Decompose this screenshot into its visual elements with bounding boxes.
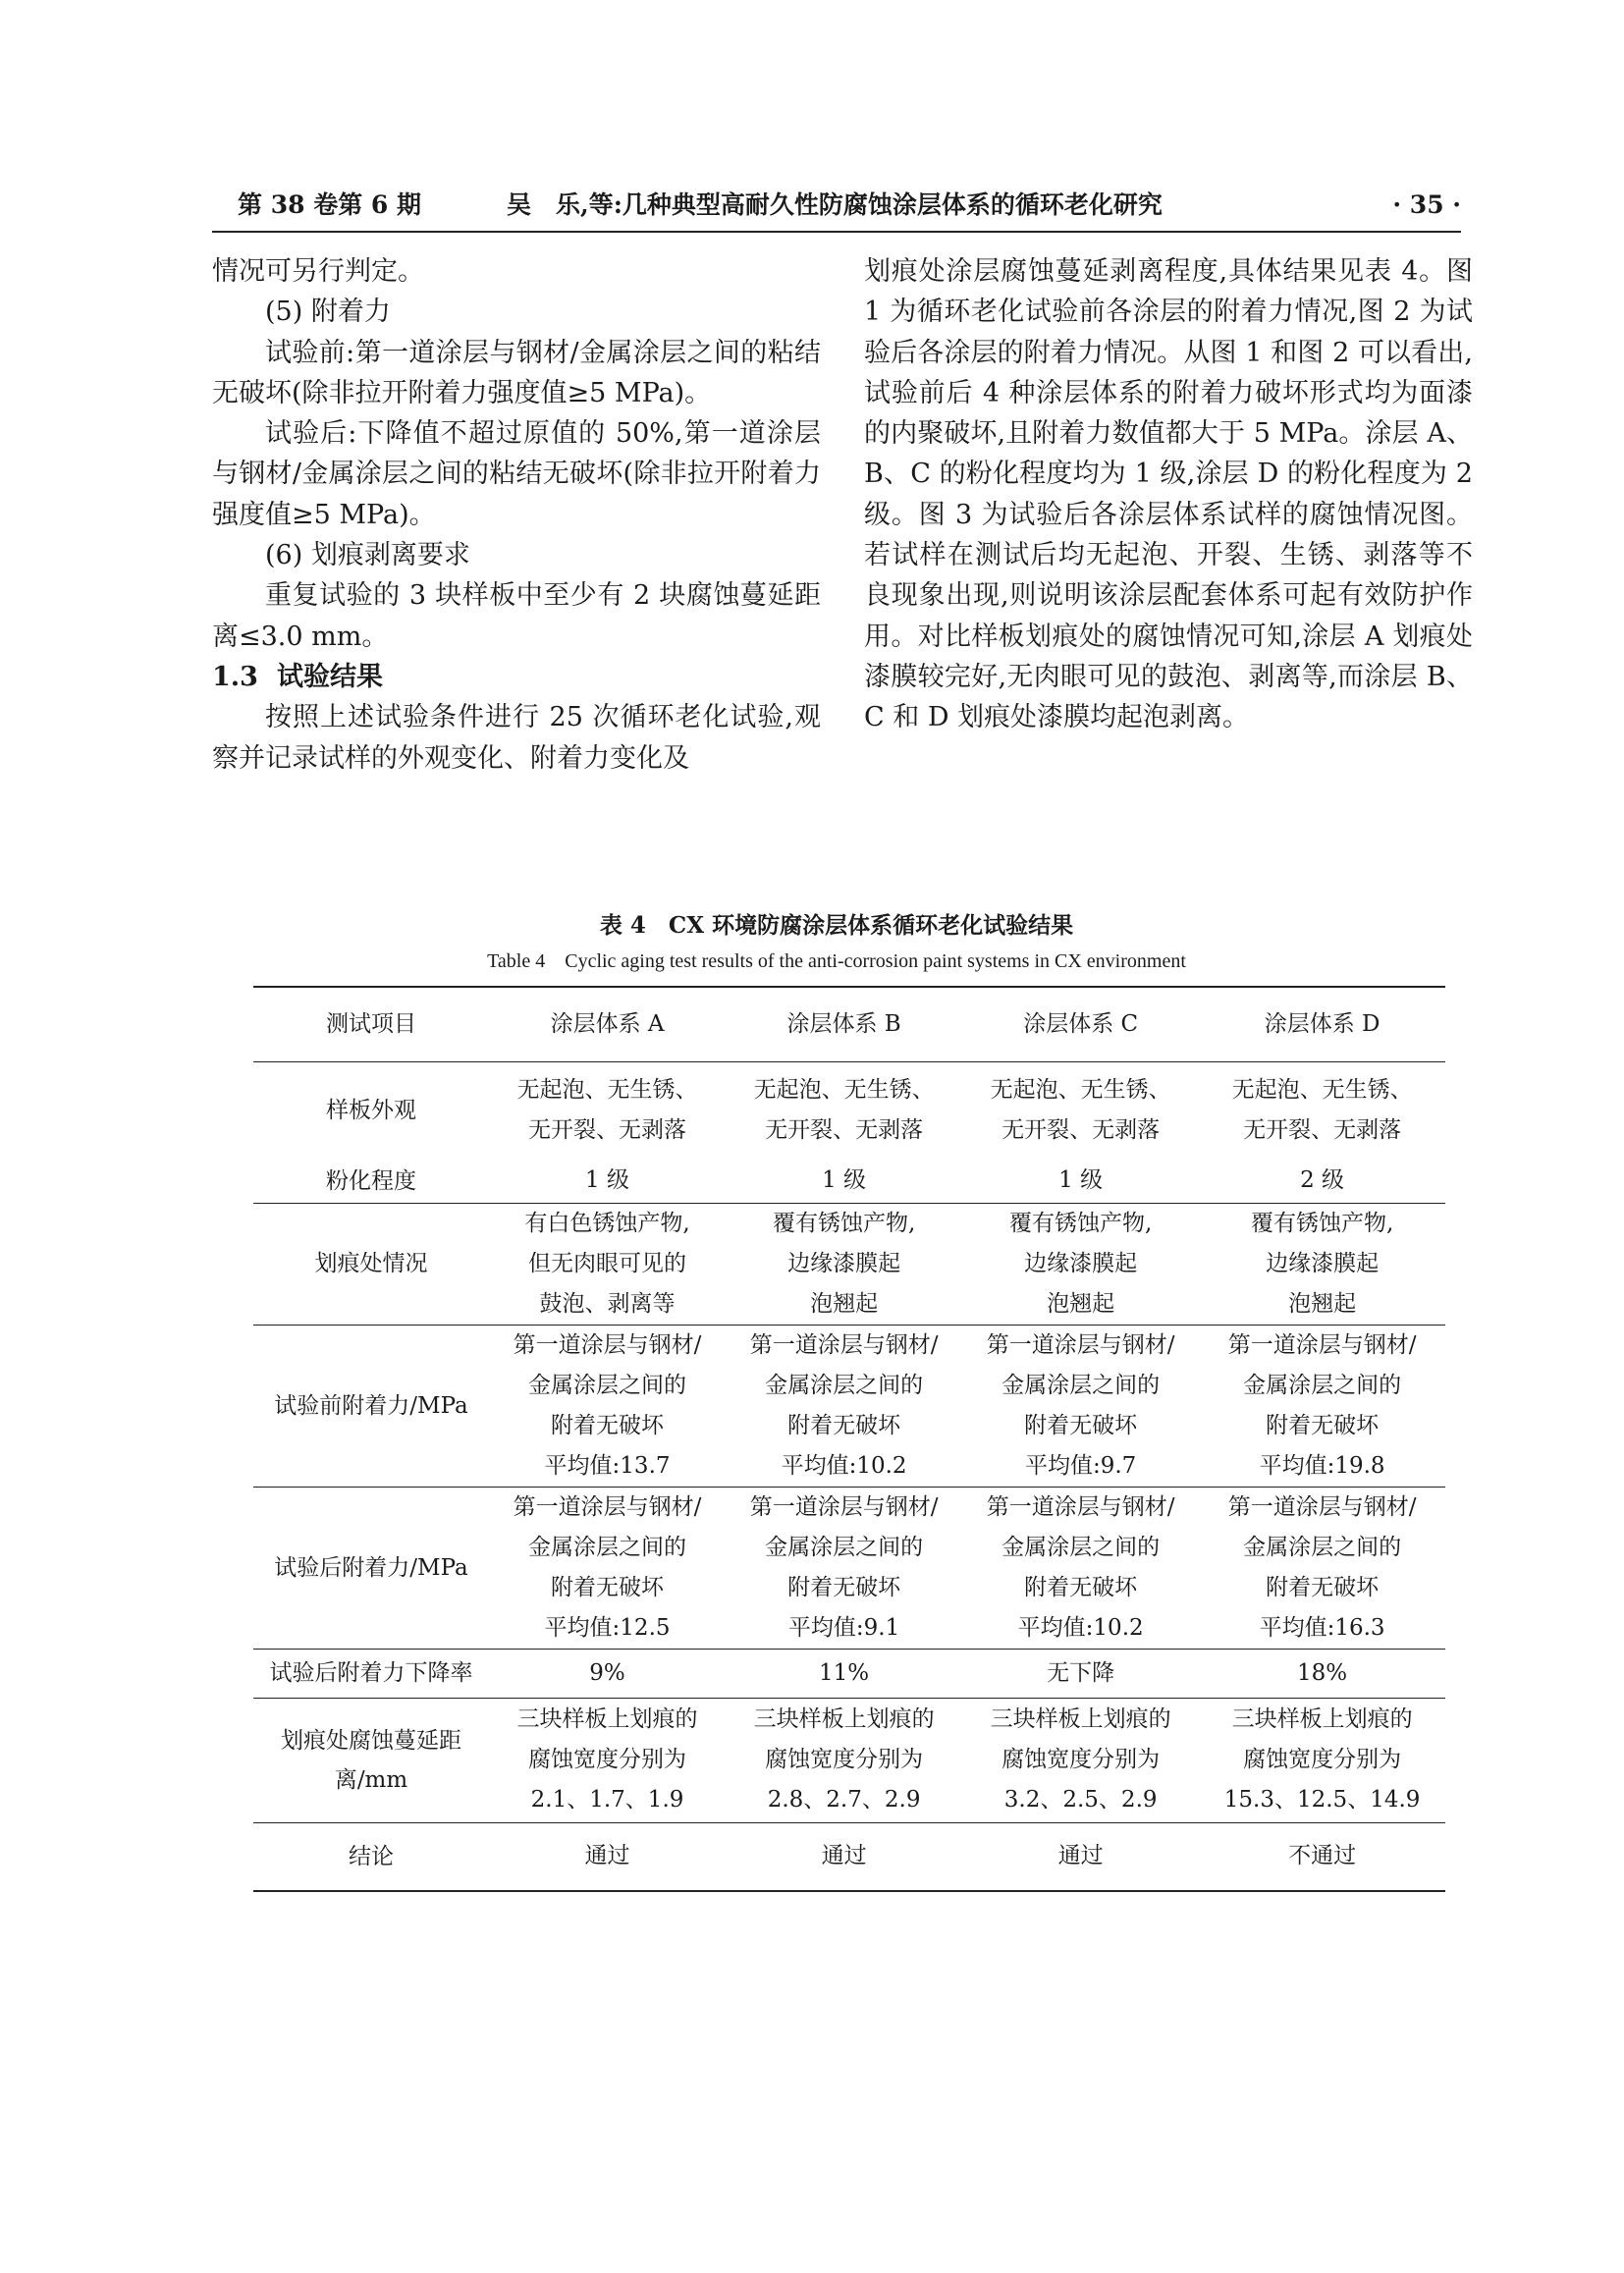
section-number: 1.3 bbox=[212, 661, 258, 692]
table-caption-cn: 表 4 CX 环境防腐涂层体系循环老化试验结果 bbox=[599, 912, 1074, 939]
cell-line: 附着无破坏 bbox=[1024, 1574, 1138, 1600]
cell-line: 金属涂层之间的 bbox=[765, 1372, 924, 1398]
cell-line: 泡翘起 bbox=[1288, 1290, 1357, 1317]
table-cell bbox=[962, 1160, 1199, 1203]
table-cell bbox=[489, 1325, 726, 1487]
results-table bbox=[253, 986, 1445, 1892]
table-cell bbox=[489, 1061, 726, 1160]
table-cell bbox=[489, 1649, 726, 1698]
cell-line: 腐蚀宽度分别为 bbox=[765, 1747, 924, 1772]
row-label: 试验前附着力/MPa bbox=[253, 1325, 489, 1487]
running-header bbox=[212, 190, 1461, 232]
cell-line: 金属涂层之间的 bbox=[1243, 1534, 1402, 1560]
cell-line: 第一道涂层与钢材/ bbox=[513, 1331, 702, 1358]
table-cell bbox=[962, 1822, 1199, 1891]
cell-line: 第一道涂层与钢材/ bbox=[1227, 1493, 1417, 1520]
cell-line: 第一道涂层与钢材/ bbox=[749, 1331, 939, 1358]
table-cell bbox=[1199, 1487, 1445, 1649]
cell-line: 附着无破坏 bbox=[1266, 1412, 1380, 1438]
table-cell bbox=[1199, 1698, 1445, 1822]
table-cell bbox=[726, 1160, 962, 1203]
cell-line: 平均值:9.7 bbox=[1024, 1452, 1137, 1479]
row-label: 结论 bbox=[253, 1822, 489, 1891]
cell-line: 无起泡、无生锈、 bbox=[516, 1077, 698, 1104]
cell-line: 三块样板上划痕的 bbox=[753, 1706, 935, 1732]
row-label: 试验后附着力下降率 bbox=[253, 1649, 489, 1698]
table-cell bbox=[726, 1325, 962, 1487]
journal-issue: 第 38 卷第 6 期 bbox=[238, 190, 421, 219]
cell-line: 无下降 bbox=[1047, 1659, 1115, 1686]
table-cell bbox=[962, 1061, 1199, 1160]
table-cell bbox=[962, 1698, 1199, 1822]
paragraph: 划痕处涂层腐蚀蔓延剥离程度,具体结果见表 4。图 1 为循环老化试验前各涂层的附着力情况,图 2 为试验后各涂层的附着力情况。从图 1 和图 2 可以看出,试验前后 4 种涂层体系的附着力破坏形式均为面漆的内聚破坏,且附着力数值都大于 5 MPa。涂层 A、B、C 的粉化程度均为 1 级,涂层 D 的粉化程度为 2 级。图 3 为试验后各涂层体系试样的腐蚀情况图。若试样在测试后均无起泡、开裂、生锈、剥落等不良现象出现,则说明该涂层配套体系可起有效防护作用。对比样板划痕处的腐蚀情况可知,涂层 A 划痕处漆膜较完好,无肉眼可见的鼓泡、剥离等,而涂层 B、C 和 D 划痕处漆膜均起泡剥离。 bbox=[864, 256, 1473, 733]
cell-line: 泡翘起 bbox=[810, 1290, 879, 1317]
table-cell bbox=[1199, 1203, 1445, 1325]
paragraph: 情况可另行判定。 bbox=[212, 256, 424, 287]
cell-line: 三块样板上划痕的 bbox=[1231, 1706, 1413, 1732]
cell-line: 2.8、2.7、2.9 bbox=[767, 1787, 921, 1813]
cell-line: 泡翘起 bbox=[1047, 1290, 1115, 1317]
table-cell bbox=[962, 1203, 1199, 1325]
table-cell bbox=[726, 1698, 962, 1822]
table-cell bbox=[489, 1822, 726, 1891]
table-cell bbox=[726, 1822, 962, 1891]
cell-line: 第一道涂层与钢材/ bbox=[986, 1331, 1175, 1358]
row-label: 划痕处腐蚀蔓延距离/mm bbox=[253, 1698, 489, 1822]
cell-line: 边缘漆膜起 bbox=[1024, 1250, 1138, 1276]
cell-line: 金属涂层之间的 bbox=[528, 1534, 687, 1560]
cell-line: 18% bbox=[1297, 1659, 1348, 1686]
paragraph: 按照上述试验条件进行 25 次循环老化试验,观察并记录试样的外观变化、附着力变化及 bbox=[212, 702, 821, 774]
table-row bbox=[253, 1649, 1445, 1698]
row-label: 试验后附着力/MPa bbox=[253, 1487, 489, 1649]
cell-line: 覆有锈蚀产物, bbox=[1009, 1210, 1153, 1236]
table-row bbox=[253, 1061, 1445, 1160]
table-header-cell: 测试项目 bbox=[253, 987, 489, 1061]
cell-line: 边缘漆膜起 bbox=[1266, 1250, 1380, 1276]
cell-line: 第一道涂层与钢材/ bbox=[1227, 1331, 1417, 1358]
cell-line: 附着无破坏 bbox=[1266, 1574, 1380, 1600]
page-number: · 35 · bbox=[1392, 190, 1461, 219]
row-label: 粉化程度 bbox=[326, 1167, 416, 1194]
cell-line: 11% bbox=[819, 1659, 870, 1686]
table-cell bbox=[962, 1487, 1199, 1649]
table-cell bbox=[1199, 1160, 1445, 1203]
paragraph: 试验前:第一道涂层与钢材/金属涂层之间的粘结无破坏(除非拉开附着力强度值≥5 MPa)。 bbox=[212, 337, 821, 408]
cell-line: 腐蚀宽度分别为 bbox=[1001, 1747, 1161, 1772]
cell-line: 2 级 bbox=[1300, 1167, 1345, 1194]
cell-line: 有白色锈蚀产物, bbox=[524, 1210, 690, 1236]
cell-line: 覆有锈蚀产物, bbox=[1250, 1210, 1394, 1236]
row-label: 样板外观 bbox=[253, 1061, 489, 1160]
cell-line: 附着无破坏 bbox=[551, 1574, 665, 1600]
table-cell bbox=[489, 1203, 726, 1325]
table-row bbox=[253, 1698, 1445, 1822]
cell-line: 金属涂层之间的 bbox=[765, 1534, 924, 1560]
table-header-cell: 涂层体系 A bbox=[489, 987, 726, 1061]
cell-line: 1 级 bbox=[585, 1167, 629, 1194]
table-cell bbox=[726, 1061, 962, 1160]
subheading: (5) 附着力 bbox=[265, 297, 391, 328]
cell-line: 平均值:10.2 bbox=[781, 1452, 907, 1479]
cell-line: 无开裂、无剥落 bbox=[1001, 1117, 1161, 1144]
cell-line: 第一道涂层与钢材/ bbox=[986, 1493, 1175, 1520]
table-cell bbox=[489, 1698, 726, 1822]
table-cell bbox=[726, 1649, 962, 1698]
cell-line: 无起泡、无生锈、 bbox=[1231, 1077, 1413, 1104]
cell-line: 平均值:10.2 bbox=[1017, 1614, 1144, 1641]
paragraph: 重复试验的 3 块样板中至少有 2 块腐蚀蔓延距离≤3.0 mm。 bbox=[212, 580, 821, 652]
section-title: 试验结果 bbox=[277, 661, 383, 692]
running-title: 吴 乐,等:几种典型高耐久性防腐蚀涂层体系的循环老化研究 bbox=[507, 190, 1163, 219]
cell-line: 覆有锈蚀产物, bbox=[772, 1210, 916, 1236]
cell-line: 鼓泡、剥离等 bbox=[539, 1290, 676, 1317]
cell-line: 15.3、12.5、14.9 bbox=[1223, 1787, 1421, 1813]
cell-line: 附着无破坏 bbox=[787, 1412, 901, 1438]
right-column bbox=[864, 251, 1473, 738]
cell-line: 无起泡、无生锈、 bbox=[753, 1077, 935, 1104]
cell-line: 无开裂、无剥落 bbox=[765, 1117, 924, 1144]
paragraph: 试验后:下降值不超过原值的 50%,第一道涂层与钢材/金属涂层之间的粘结无破坏(除非拉开附着力强度值≥5 MPa)。 bbox=[212, 418, 821, 530]
cell-line: 不通过 bbox=[1288, 1843, 1357, 1869]
cell-line: 金属涂层之间的 bbox=[1001, 1534, 1161, 1560]
cell-line: 平均值:16.3 bbox=[1259, 1614, 1385, 1641]
cell-line: 通过 bbox=[821, 1843, 867, 1869]
subheading: (6) 划痕剥离要求 bbox=[265, 540, 470, 571]
cell-line: 边缘漆膜起 bbox=[787, 1250, 901, 1276]
cell-line: 3.2、2.5、2.9 bbox=[1003, 1787, 1158, 1813]
cell-line: 平均值:12.5 bbox=[544, 1614, 671, 1641]
table-row bbox=[253, 1822, 1445, 1891]
table-row bbox=[253, 1325, 1445, 1487]
table-cell bbox=[489, 1487, 726, 1649]
cell-line: 腐蚀宽度分别为 bbox=[528, 1747, 687, 1772]
table-row bbox=[253, 1203, 1445, 1325]
table-row bbox=[253, 1487, 1445, 1649]
cell-line: 三块样板上划痕的 bbox=[990, 1706, 1171, 1732]
table-cell bbox=[962, 1649, 1199, 1698]
table-header-cell: 涂层体系 B bbox=[726, 987, 962, 1061]
table-header-cell: 涂层体系 C bbox=[962, 987, 1199, 1061]
cell-line: 附着无破坏 bbox=[551, 1412, 665, 1438]
table-cell bbox=[1199, 1649, 1445, 1698]
cell-line: 1 级 bbox=[1058, 1167, 1104, 1194]
cell-line: 但无肉眼可见的 bbox=[528, 1250, 687, 1276]
row-label: 划痕处情况 bbox=[253, 1203, 489, 1325]
cell-line: 通过 bbox=[1057, 1843, 1104, 1869]
table-cell bbox=[962, 1325, 1199, 1487]
cell-line: 9% bbox=[589, 1659, 625, 1686]
cell-line: 第一道涂层与钢材/ bbox=[749, 1493, 939, 1520]
cell-line: 1 级 bbox=[822, 1167, 867, 1194]
table-cell bbox=[1199, 1061, 1445, 1160]
cell-line: 平均值:9.1 bbox=[787, 1614, 900, 1641]
cell-line: 腐蚀宽度分别为 bbox=[1243, 1747, 1402, 1772]
table-header-cell: 涂层体系 D bbox=[1199, 987, 1445, 1061]
cell-line: 无开裂、无剥落 bbox=[528, 1117, 687, 1144]
cell-line: 第一道涂层与钢材/ bbox=[513, 1493, 702, 1520]
table-row bbox=[253, 1160, 1445, 1203]
cell-line: 无开裂、无剥落 bbox=[1243, 1117, 1402, 1144]
cell-line: 金属涂层之间的 bbox=[1001, 1372, 1161, 1398]
cell-line: 平均值:19.8 bbox=[1259, 1452, 1385, 1479]
section-heading bbox=[212, 657, 821, 697]
cell-line: 附着无破坏 bbox=[787, 1574, 901, 1600]
header-rule bbox=[212, 231, 1461, 233]
table-caption-en: Table 4 Cyclic aging test results of the anti-corrosion paint systems in CX environment bbox=[487, 950, 1186, 972]
cell-line: 无起泡、无生锈、 bbox=[990, 1077, 1171, 1104]
cell-line: 三块样板上划痕的 bbox=[516, 1706, 698, 1732]
left-column bbox=[212, 251, 821, 779]
table-cell bbox=[726, 1203, 962, 1325]
table-cell bbox=[1199, 1822, 1445, 1891]
table-header-row bbox=[253, 987, 1445, 1061]
cell-line: 2.1、1.7、1.9 bbox=[530, 1787, 684, 1813]
table-cell bbox=[726, 1487, 962, 1649]
cell-line: 金属涂层之间的 bbox=[1243, 1372, 1402, 1398]
cell-line: 通过 bbox=[584, 1843, 630, 1869]
cell-line: 金属涂层之间的 bbox=[528, 1372, 687, 1398]
cell-line: 平均值:13.7 bbox=[544, 1452, 671, 1479]
cell-line: 附着无破坏 bbox=[1024, 1412, 1138, 1438]
table-cell bbox=[1199, 1325, 1445, 1487]
table-cell bbox=[489, 1160, 726, 1203]
